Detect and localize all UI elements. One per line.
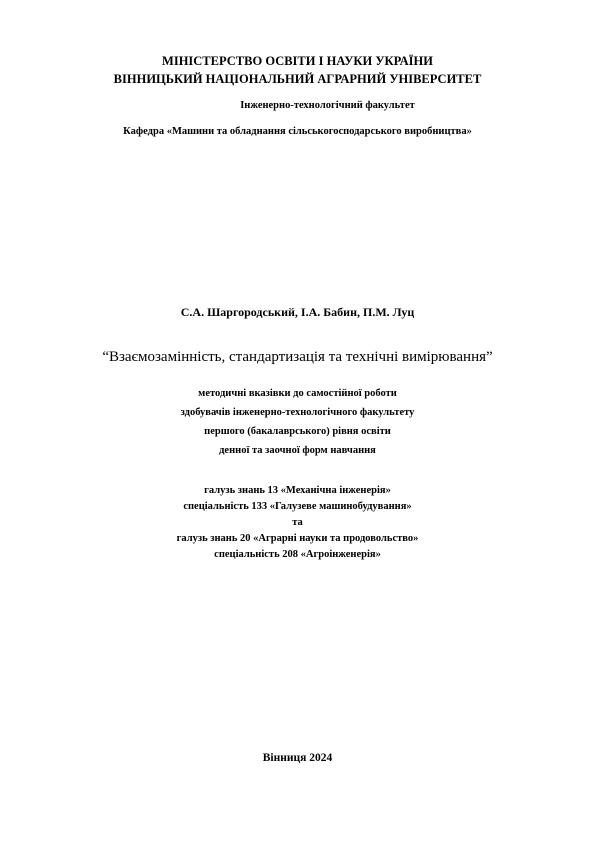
specialty-line: спеціальність 208 «Агроінженерія» xyxy=(214,549,381,560)
description-line: денної та заочної форм навчання xyxy=(219,445,376,456)
university-heading: ВІННИЦЬКИЙ НАЦІОНАЛЬНИЙ АГРАРНИЙ УНІВЕРСИТЕТ xyxy=(113,72,482,86)
faculty-heading: Інженерно-технологічний факультет xyxy=(240,100,415,111)
ministry-heading: МІНІСТЕРСТВО ОСВІТИ І НАУКИ УКРАЇНИ xyxy=(162,54,433,68)
specialty-line: галузь знань 20 «Аграрні науки та продовольство» xyxy=(176,533,419,544)
specialty-line: та xyxy=(292,517,303,528)
document-title: “Взаємозамінність, стандартизація та технічні вимірювання” xyxy=(102,349,493,365)
department-heading: Кафедра «Машини та обладнання сільськогосподарського виробництва» xyxy=(123,126,472,137)
description-line: методичні вказівки до самостійної роботи xyxy=(198,388,397,399)
specialty-line: спеціальність 133 «Галузеве машинобудування» xyxy=(183,501,412,512)
authors: С.А. Шаргородський, І.А. Бабин, П.М. Луц xyxy=(180,305,415,319)
city-year: Вінниця 2024 xyxy=(262,752,333,764)
specialty-line: галузь знань 13 «Механічна інженерія» xyxy=(204,485,391,496)
description-line: першого (бакалаврського) рівня освіти xyxy=(204,426,391,437)
description-line: здобувачів інженерно-технологічного факультету xyxy=(180,407,415,418)
